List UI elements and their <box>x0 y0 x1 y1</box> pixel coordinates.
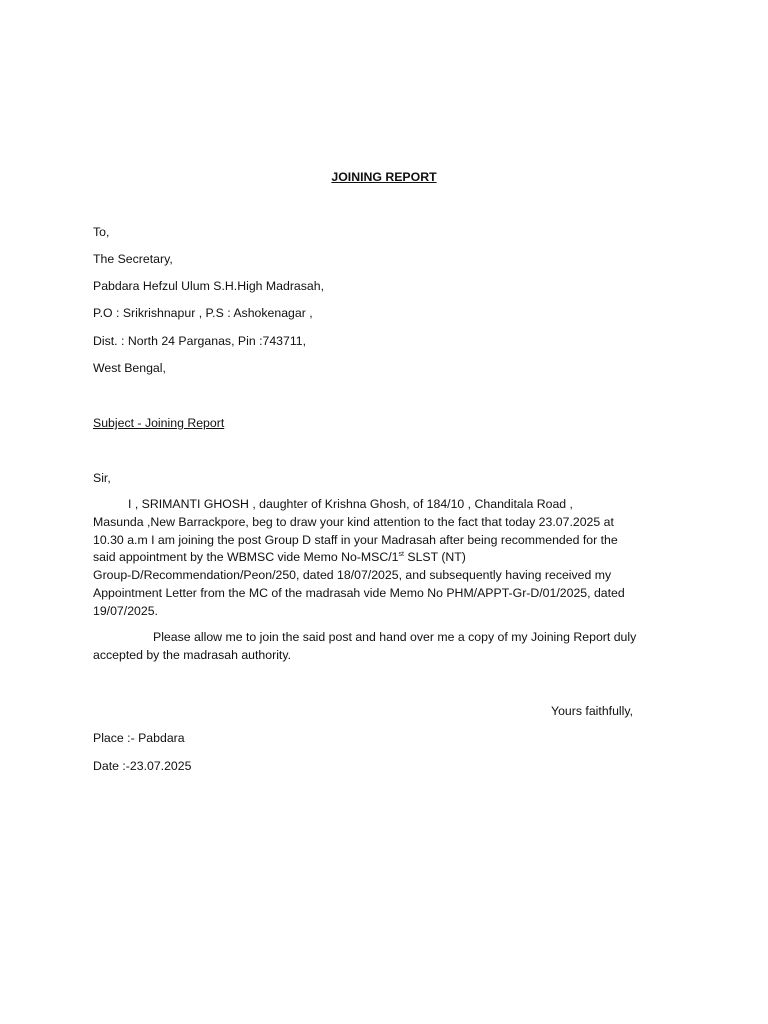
subject-line: Subject - Joining Report <box>93 416 225 430</box>
place-line: Place :- Pabdara <box>93 731 185 745</box>
recipient-line-3: P.O : Srikrishnapur , P.S : Ashokenagar , <box>93 306 313 320</box>
recipient-line-4: Dist. : North 24 Parganas, Pin :743711, <box>93 334 307 348</box>
body-p2-line-2: accepted by the madrasah authority. <box>93 647 292 662</box>
body-p1-line-6: Appointment Letter from the MC of the madrasah vide Memo No PHM/APPT-Gr-D/01/2025, dated <box>93 585 625 600</box>
ordinal-suffix: st <box>398 551 404 559</box>
body-p1-line-3: 10.30 a.m I am joining the post Group D staff in your Madrasah after being recommended for the <box>93 532 618 547</box>
recipient-to: To, <box>93 225 110 239</box>
body-p1-line-4 <box>93 549 669 567</box>
closing-signoff: Yours faithfully, <box>551 704 634 718</box>
body-p1-line-1: I , SRIMANTI GHOSH , daughter of Krishna Ghosh, of 184/10 , Chanditala Road , <box>128 497 573 511</box>
document-title: JOINING REPORT <box>331 170 437 184</box>
body-p1-line-5: Group-D/Recommendation/Peon/250, dated 18/07/2025, and subsequently having received my <box>93 568 612 583</box>
body-p1-line-4b: SLST (NT) <box>403 550 466 565</box>
recipient-line-1: The Secretary, <box>93 252 173 266</box>
body-paragraph-1 <box>93 496 669 621</box>
body-paragraph-2 <box>93 629 669 665</box>
body-p1-line-7: 19/07/2025. <box>93 603 158 618</box>
body-p1-line-4a: said appointment by the WBMSC vide Memo No-MSC/1 <box>93 550 399 565</box>
recipient-line-5: West Bengal, <box>93 361 166 375</box>
recipient-line-2: Pabdara Hefzul Ulum S.H.High Madrasah, <box>93 279 325 293</box>
body-p2-line-1: Please allow me to join the said post and hand over me a copy of my Joining Report duly <box>153 630 637 644</box>
body-p1-line-2: Masunda ,New Barrackpore, beg to draw your kind attention to the fact that today 23.07.2025 at <box>93 514 614 529</box>
date-line: Date :-23.07.2025 <box>93 759 192 773</box>
salutation: Sir, <box>93 471 111 485</box>
